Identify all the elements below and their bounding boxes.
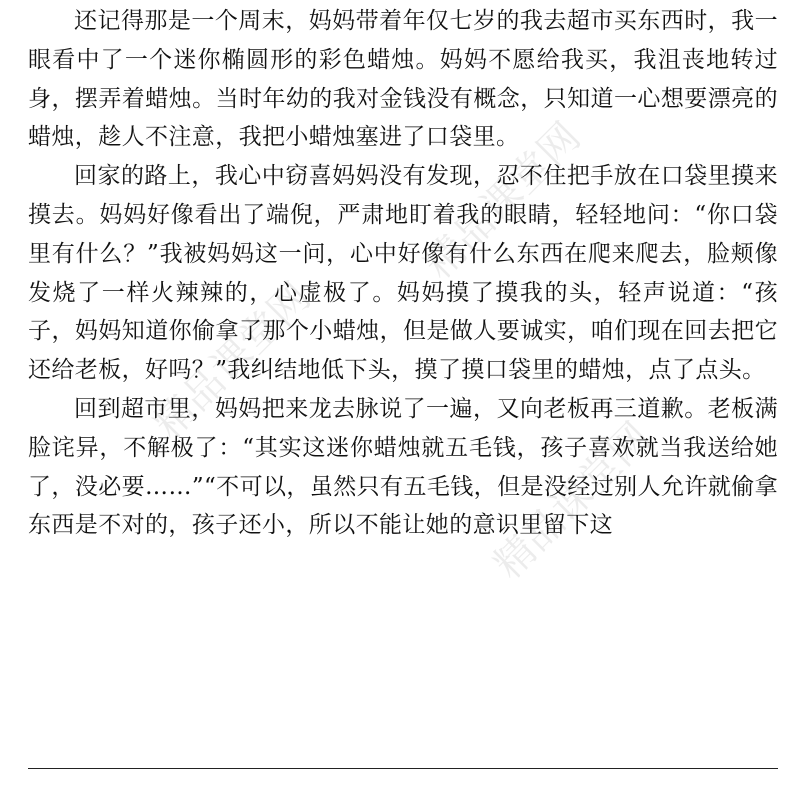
watermark: 精品课堂网 (415, 114, 590, 288)
footer-divider (28, 768, 778, 769)
paragraph-1: 还记得那是一个周末，妈妈带着年仅七岁的我去超市买东西时，我一眼看中了一个迷你椭圆形的彩色蜡烛。妈妈不愿给我买，我沮丧地转过身，摆弄着蜡烛。当时年幼的我对金钱没有概念，只知道一心想要漂亮的蜡烛，趁人不注意，我把小蜡烛塞进了口袋里。 (28, 8, 778, 151)
paragraph-2: 回家的路上，我心中窃喜妈妈没有发现，忍不住把手放在口袋里摸来摸去。妈妈好像看出了端倪，严肃地盯着我的眼睛，轻轻地问：“你口袋里有什么？”我被妈妈这一问，心中好像有什么东西在爬来爬去，脸颊像发烧了一样火辣辣的，心虚极了。妈妈摸了摸我的头，轻声说道：“孩子，妈妈知道你偷拿了那个小蜡烛，但是做人要诚实，咱们现在回去把它还给老板，好吗？”我纠结地低下头，摸了摸口袋里的蜡烛，点了点头。 (28, 163, 778, 384)
body-text (28, 2, 778, 545)
paragraph-3: 回到超市里，妈妈把来龙去脉说了一遍，又向老板再三道歉。老板满脸诧异，不解极了：“其实这迷你蜡烛就五毛钱，孩子喜欢就当我送给她了，没必要……”“不可以，虽然只有五毛钱，但是没经过别人允许就偷拿东西是不对的，孩子还小，所以不能让她的意识里留下这 (28, 395, 778, 539)
watermark: 精品课堂网 (485, 414, 660, 588)
watermark: 精品课堂网 (145, 274, 320, 448)
